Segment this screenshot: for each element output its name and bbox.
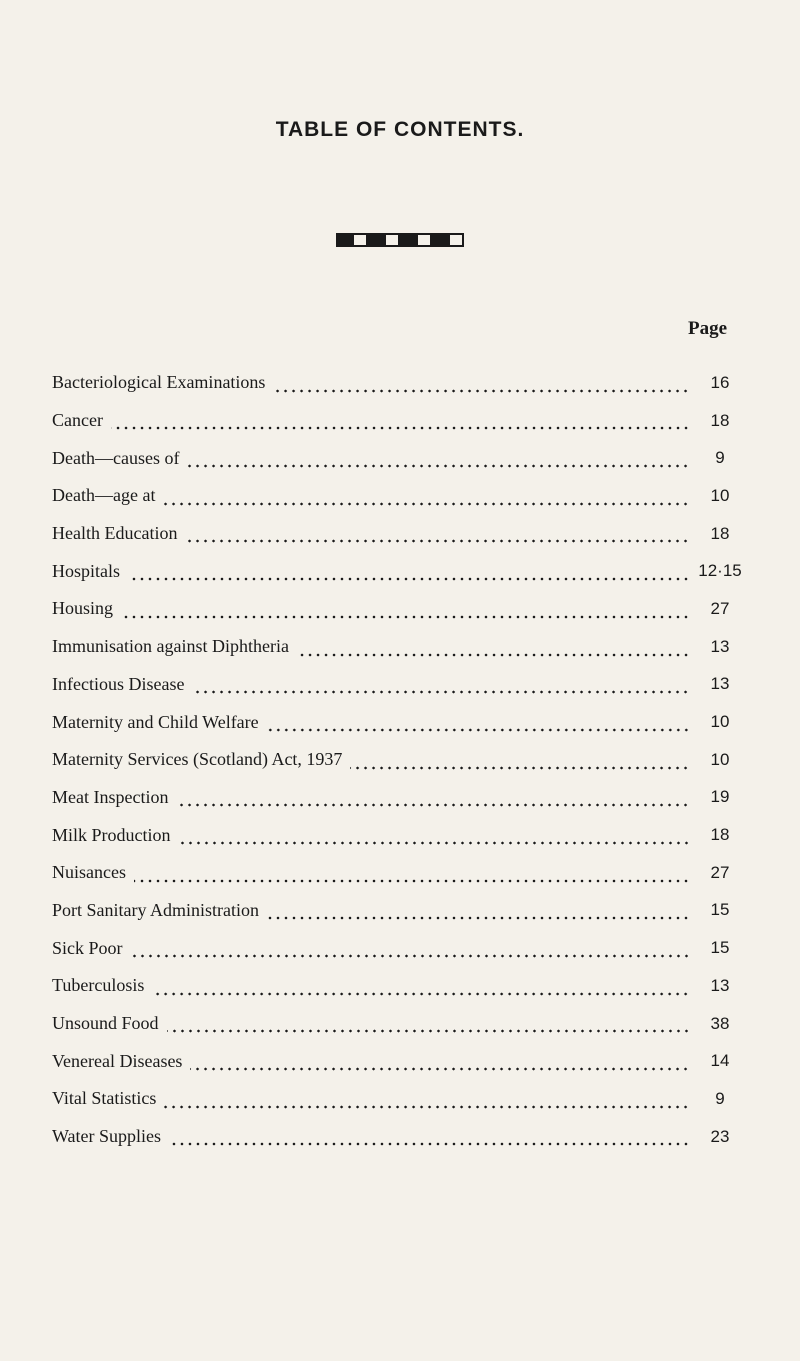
ornament-block (432, 233, 448, 247)
toc-entry-page: 15 (710, 900, 730, 920)
toc-entry (52, 515, 742, 553)
toc-entry (52, 703, 742, 741)
toc-entry (52, 892, 742, 930)
toc-entry (52, 439, 742, 477)
toc-entry (52, 816, 742, 854)
dot-leader (111, 426, 690, 430)
ornament-block (448, 233, 464, 247)
toc-entry-page: 23 (710, 1126, 730, 1146)
toc-entry (52, 666, 742, 704)
toc-entry-label: Sick Poor (52, 937, 123, 958)
toc-entry (52, 402, 742, 440)
dot-leader (273, 389, 690, 393)
toc-entry-page: 10 (710, 712, 730, 732)
toc-entry-page: 9 (715, 448, 725, 468)
toc-entry-label: Hospitals (52, 560, 121, 581)
toc-entry-label: Port Sanitary Administration (52, 899, 259, 920)
toc-entry-page: 19 (710, 787, 730, 807)
ornament-block (368, 233, 384, 247)
dot-leader (187, 464, 690, 468)
toc-entry-page: 13 (710, 636, 730, 656)
toc-entry (52, 779, 742, 817)
toc-entry-page: 27 (710, 862, 730, 882)
dot-leader (350, 766, 690, 770)
ornament-block (416, 233, 432, 247)
page-column-heading: Page (688, 318, 728, 339)
toc-entry (52, 1118, 742, 1156)
ornament-block (336, 233, 352, 247)
toc-entry-page: 14 (710, 1051, 730, 1071)
dot-leader (190, 1067, 690, 1071)
toc-entry-page: 10 (710, 749, 730, 769)
dot-leader (176, 803, 690, 807)
decorative-divider (336, 233, 464, 247)
toc-entry-label: Cancer (52, 410, 103, 431)
toc-entry (52, 628, 742, 666)
toc-entry-page: 18 (710, 523, 730, 543)
toc-entry-page: 13 (710, 975, 730, 995)
dot-leader (185, 539, 690, 543)
toc-entry (52, 1005, 742, 1043)
dot-leader (179, 841, 690, 845)
ornament-block (384, 233, 400, 247)
toc-entry-label: Unsound Food (52, 1013, 159, 1034)
toc-entry-label: Death—age at (52, 485, 156, 506)
toc-entry (52, 929, 742, 967)
toc-entry-page: 16 (710, 372, 730, 392)
toc-entry-page: 18 (710, 410, 730, 430)
toc-entry-label: Vital Statistics (52, 1088, 157, 1109)
dot-leader (134, 879, 690, 883)
toc-entry-label: Immunisation against Diphtheria (52, 636, 289, 657)
toc-entry (52, 1080, 742, 1118)
toc-entry-label: Meat Inspection (52, 786, 169, 807)
dot-leader (267, 728, 690, 732)
dot-leader (163, 502, 690, 506)
toc-list (52, 364, 742, 1155)
toc-entry (52, 590, 742, 628)
toc-entry (52, 854, 742, 892)
toc-entry-label: Housing (52, 598, 114, 619)
toc-entry-label: Venereal Diseases (52, 1050, 183, 1071)
dot-leader (164, 1105, 690, 1109)
toc-entry-page: 9 (715, 1088, 725, 1108)
toc-entry-page: 18 (710, 825, 730, 845)
ornament-block (400, 233, 416, 247)
toc-entry-label: Milk Production (52, 824, 171, 845)
toc-entry (52, 477, 742, 515)
toc-entry-page: 13 (710, 674, 730, 694)
toc-entry (52, 967, 742, 1005)
toc-entry (52, 364, 742, 402)
toc-entry-label: Bacteriological Examinations (52, 372, 266, 393)
toc-entry-label: Infectious Disease (52, 673, 185, 694)
dot-leader (267, 916, 690, 920)
page-title: TABLE OF CONTENTS. (275, 118, 525, 141)
toc-entry-page: 12·15 (698, 561, 742, 581)
toc-entry (52, 741, 742, 779)
toc-entry-label: Tuberculosis (52, 975, 145, 996)
toc-entry (52, 1042, 742, 1080)
toc-entry-page: 15 (710, 938, 730, 958)
toc-entry-label: Maternity and Child Welfare (52, 711, 259, 732)
toc-entry (52, 552, 742, 590)
toc-entry-label: Death—causes of (52, 447, 180, 468)
toc-entry-label: Water Supplies (52, 1126, 162, 1147)
dot-leader (152, 992, 690, 996)
toc-entry-page: 10 (710, 485, 730, 505)
dot-leader (167, 1029, 690, 1033)
dot-leader (169, 1142, 690, 1146)
dot-leader (297, 653, 690, 657)
dot-leader (192, 690, 690, 694)
toc-entry-page: 27 (710, 598, 730, 618)
toc-entry-label: Health Education (52, 523, 178, 544)
toc-entry-label: Maternity Services (Scotland) Act, 1937 (52, 749, 343, 770)
toc-entry-page: 38 (710, 1013, 730, 1033)
dot-leader (131, 954, 690, 958)
ornament-block (352, 233, 368, 247)
dot-leader (121, 615, 690, 619)
dot-leader (128, 577, 690, 581)
toc-entry-label: Nuisances (52, 862, 126, 883)
